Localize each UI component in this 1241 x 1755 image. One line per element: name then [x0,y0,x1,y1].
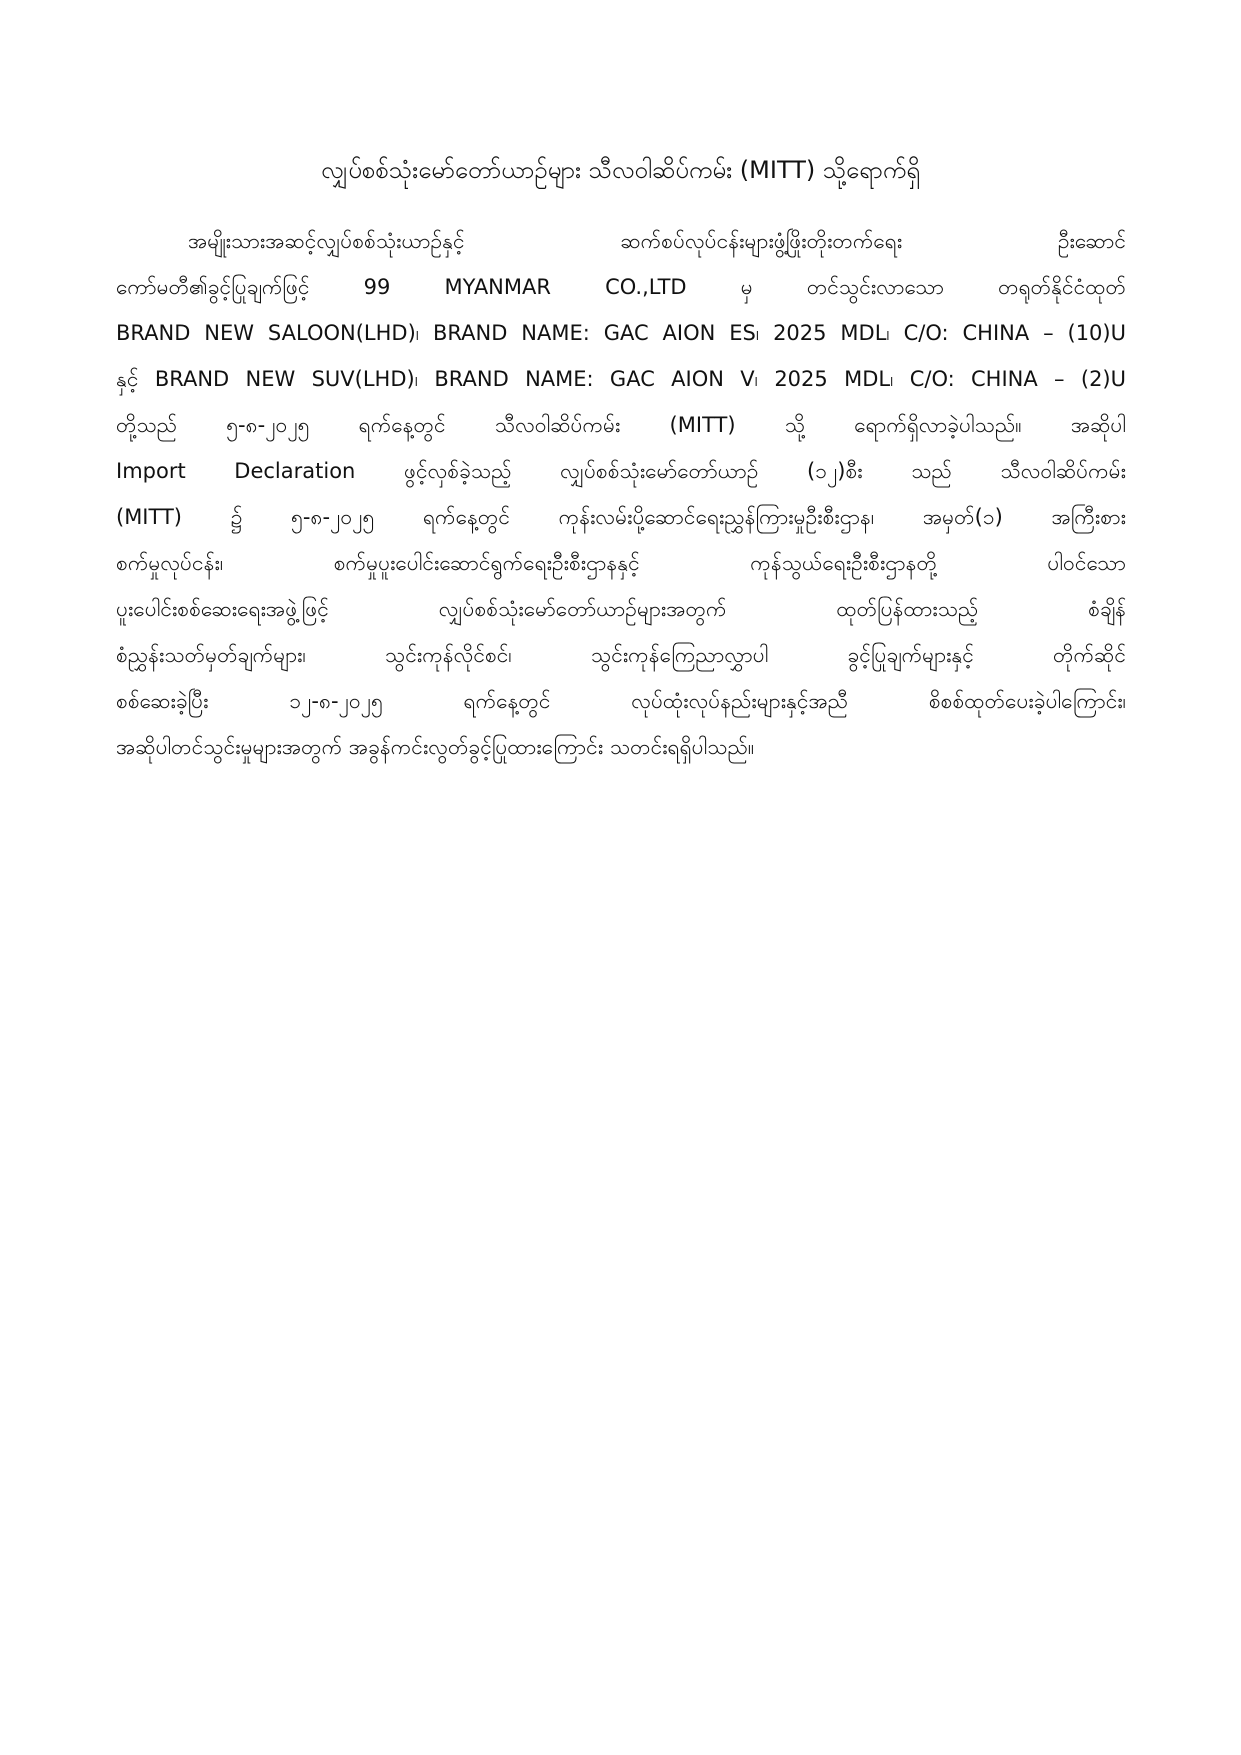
body-line: ကော်မတီ၏ခွင့်ပြုချက်ဖြင့် 99 MYANMAR CO.,LTD မှ တင်သွင်းလာသော တရုတ်နိုင်ငံထုတ် [116,275,1126,299]
document-title: လျှပ်စစ်သုံးမော်တော်ယာဉ်များ သီလဝါဆိပ်ကမ်း (MITT) သို့ရောက်ရှိ [321,156,920,184]
body-line: BRAND NEW SALOON(LHD)၊ BRAND NAME: GAC AION ES၊ 2025 MDL၊ C/O: CHINA – (10)U [116,321,1126,345]
body-line: (MITT) ၌ ၅-၈-၂၀၂၅ ရက်နေ့တွင် ကုန်းလမ်းပို့ဆောင်ရေးညွှန်ကြားမှုဦးစီးဌာန၊ အမှတ်(၁) အကြီးစား [116,505,1126,529]
body-line: စက်မှုလုပ်ငန်း၊ စက်မှုပူးပေါင်းဆောင်ရွက်ရေးဦးစီးဌာနနှင့် ကုန်သွယ်ရေးဦးစီးဌာနတို့ ပါဝင်သော [116,551,1126,575]
body-line: အဆိုပါတင်သွင်းမှုများအတွက် အခွန်ကင်းလွတ်ခွင့်ပြုထားကြောင်း သတင်းရရှိပါသည်။ [116,735,755,759]
body-line: စံညွှန်းသတ်မှတ်ချက်များ၊ သွင်းကုန်လိုင်စင်၊ သွင်းကုန်ကြေညာလွှာပါ ခွင့်ပြုချက်များနှင့် တိုက်ဆိုင် [116,643,1126,667]
body-line: စစ်ဆေးခဲ့ပြီး ၁၂-၈-၂၀၂၅ ရက်နေ့တွင် လုပ်ထုံးလုပ်နည်းများနှင့်အညီ စိစစ်ထုတ်ပေးခဲ့ပါကြောင်း၊ [116,689,1126,713]
body-line: နှင့် BRAND NEW SUV(LHD)၊ BRAND NAME: GAC AION V၊ 2025 MDL၊ C/O: CHINA – (2)U [116,367,1126,391]
document-body [116,218,1126,770]
body-line: Import Declaration ဖွင့်လှစ်ခဲ့သည့် လျှပ်စစ်သုံးမော်တော်ယာဉ် (၁၂)စီး သည် သီလဝါဆိပ်ကမ်း [116,459,1126,483]
body-line: တို့သည် ၅-၈-၂၀၂၅ ရက်နေ့တွင် သီလဝါဆိပ်ကမ်း (MITT) သို့ ရောက်ရှိလာခဲ့ပါသည်။ အဆိုပါ [116,413,1126,437]
body-line: အမျိုးသားအဆင့်လျှပ်စစ်သုံးယာဉ်နှင့် ဆက်စပ်လုပ်ငန်းများဖွံ့ဖြိုးတိုးတက်ရေး ဦးဆောင် [188,229,1126,253]
body-line: ပူးပေါင်းစစ်ဆေးရေးအဖွဲ့ဖြင့် လျှပ်စစ်သုံးမော်တော်ယာဉ်များအတွက် ထုတ်ပြန်ထားသည့် စံချိန် [116,597,1126,621]
